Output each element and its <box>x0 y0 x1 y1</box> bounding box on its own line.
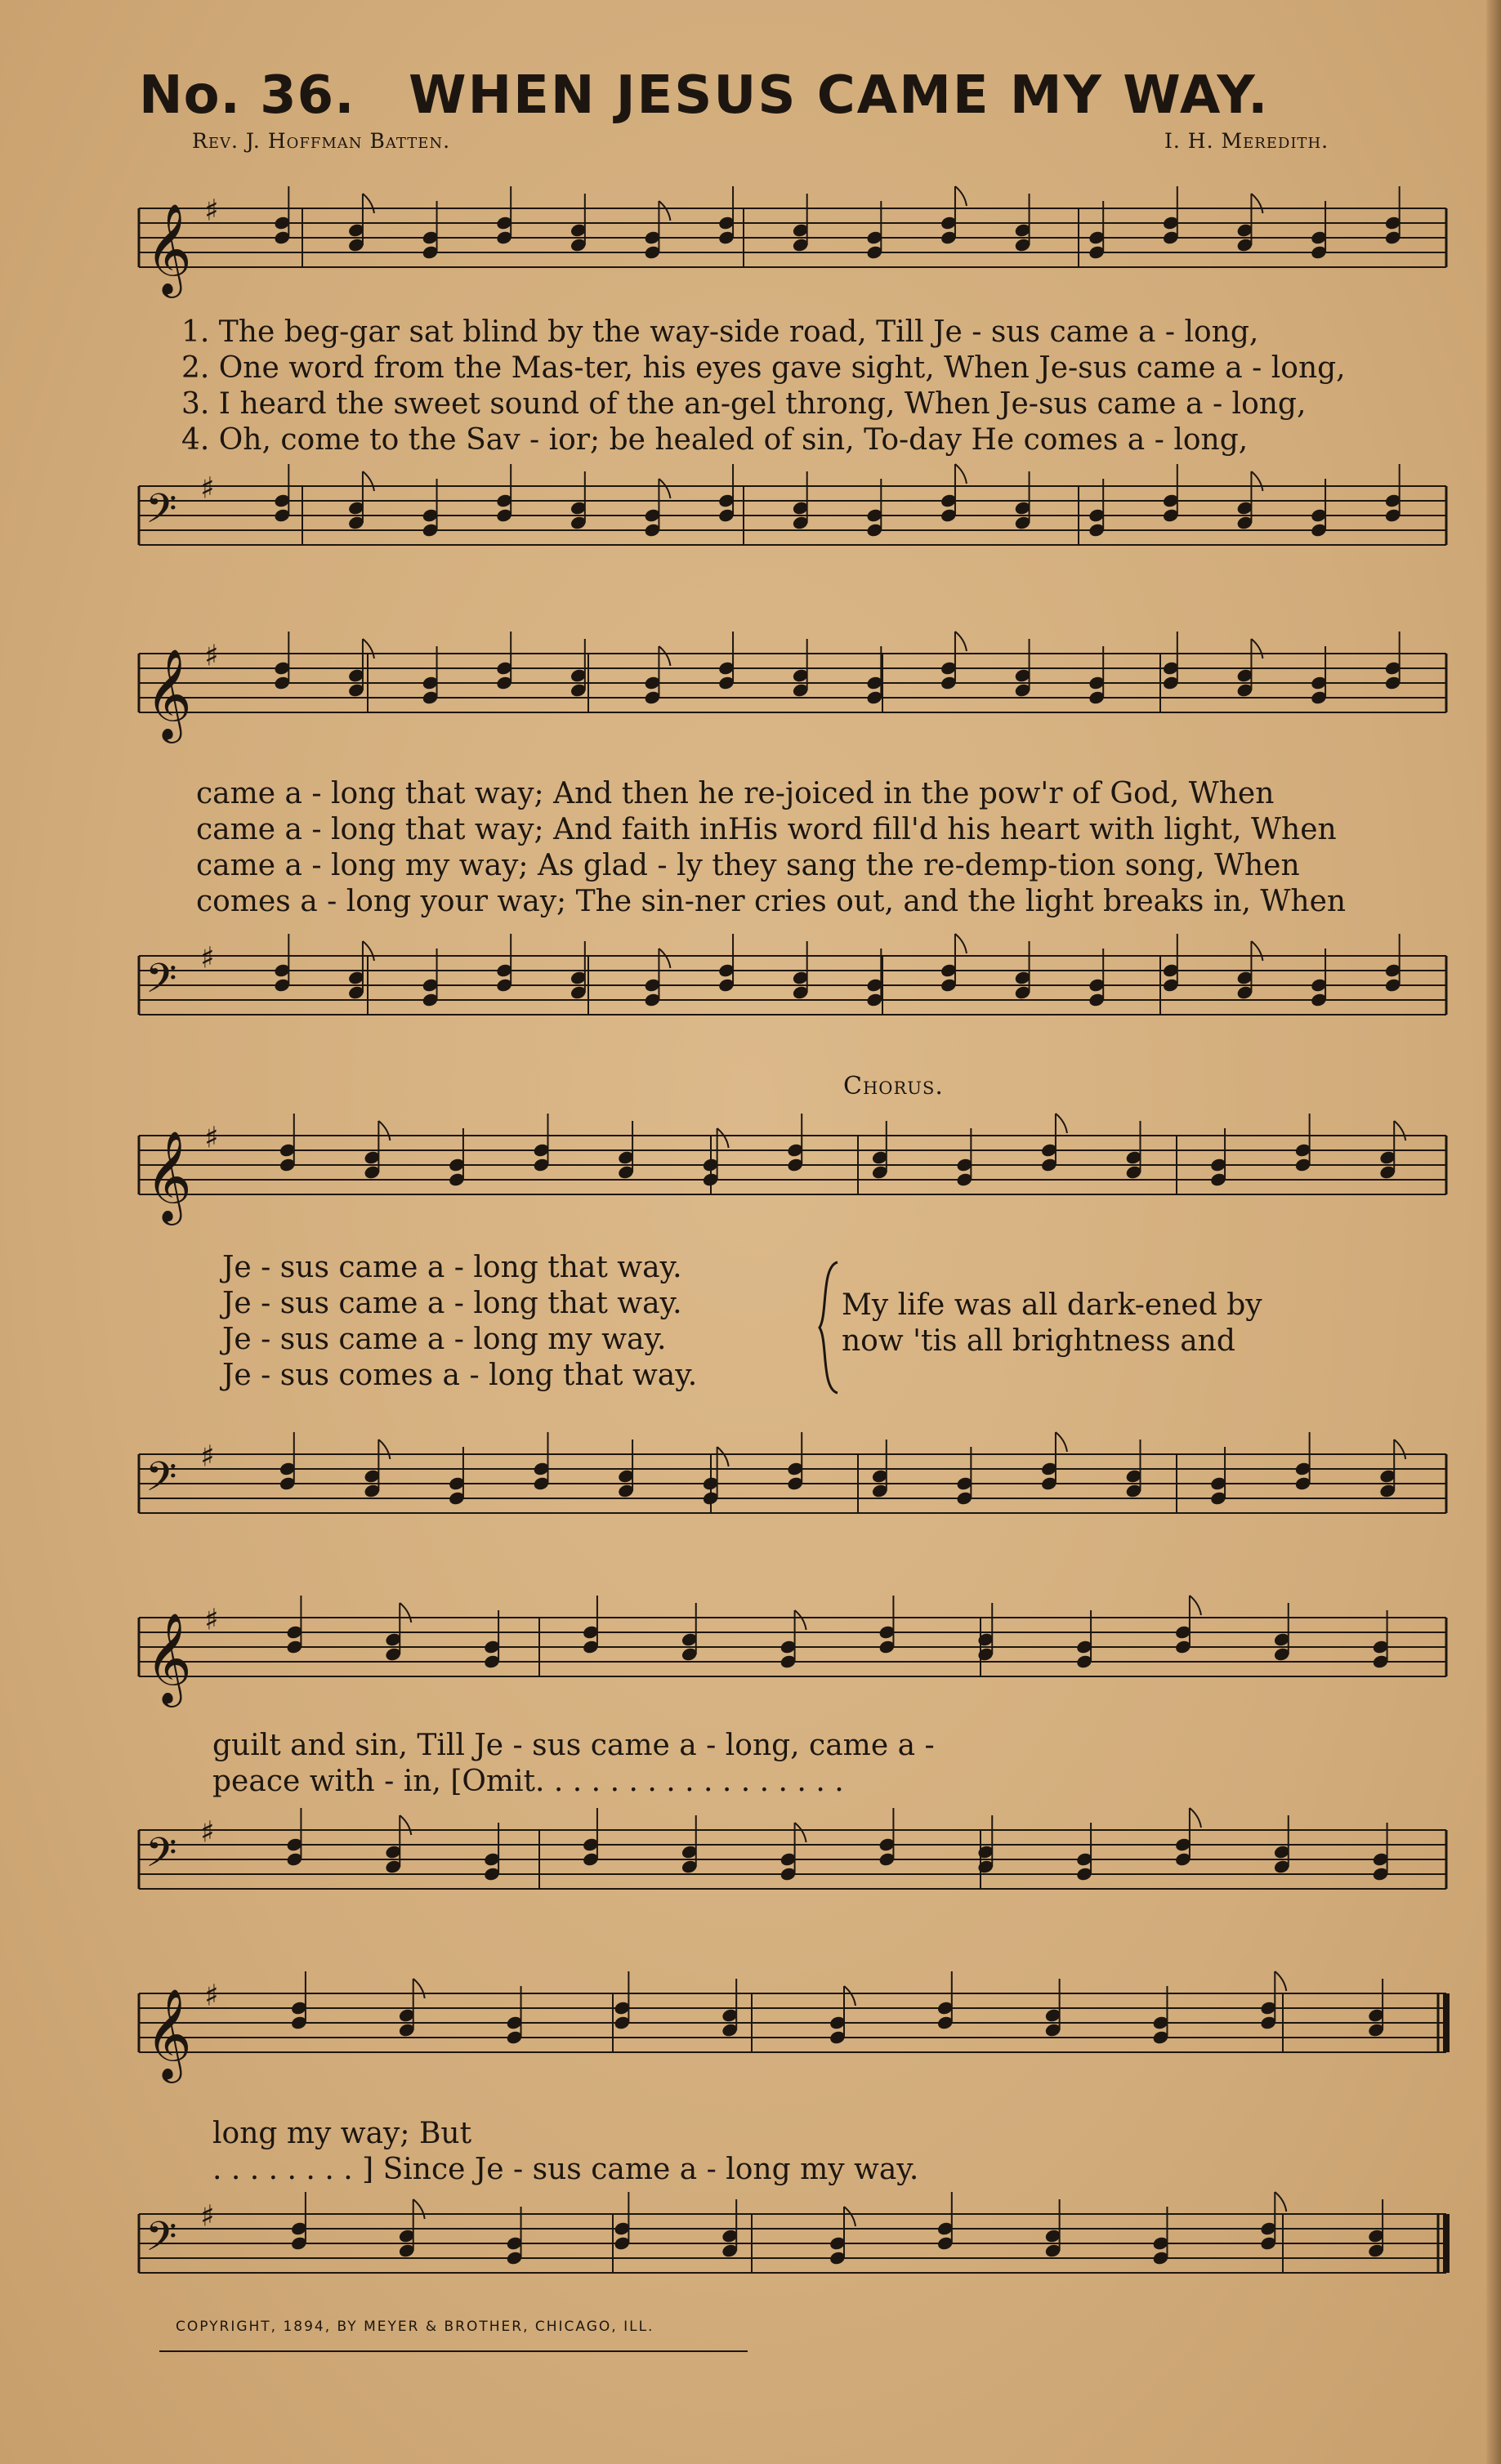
bass-staff <box>123 931 1454 1062</box>
sharp-icon: ♯ <box>204 639 219 673</box>
treble-clef-icon: 𝄞 <box>145 1988 192 2079</box>
lyric-line: 2. One word from the Mas-ter, his eyes gave sight, When Je-sus came a - long, <box>181 351 1346 385</box>
lyric-line: Je - sus comes a - long that way. <box>222 1359 698 1392</box>
lyric-line: 4. Oh, come to the Sav - ior; be healed of sin, To-day He comes a - long, <box>181 423 1249 457</box>
music-system-4 <box>123 1569 1454 1886</box>
sharp-icon: ♯ <box>200 471 215 506</box>
bass-clef-icon: 𝄢 <box>145 1829 177 1886</box>
title-row <box>139 65 1446 139</box>
bass-staff <box>123 1806 1454 1936</box>
sharp-icon: ♯ <box>200 941 215 975</box>
treble-clef-icon: 𝄞 <box>145 1130 192 1221</box>
lyric-line: Je - sus came a - long that way. <box>222 1251 682 1284</box>
verse-lyrics <box>181 315 1501 458</box>
sharp-icon: ♯ <box>200 1815 215 1850</box>
sharp-icon: ♯ <box>204 1603 219 1637</box>
verse-lyrics <box>196 776 1501 920</box>
chorus-label: Chorus. <box>843 1072 944 1100</box>
verse-lyrics <box>212 1728 1501 1800</box>
lyric-line: . . . . . . . . ] Since Je - sus came a - long my way. <box>212 2153 919 2186</box>
treble-staff <box>123 1111 1454 1234</box>
treble-clef-icon: 𝄞 <box>145 203 192 294</box>
treble-clef-icon: 𝄞 <box>145 1612 192 1703</box>
sharp-icon: ♯ <box>200 2199 215 2234</box>
lyric-line: Je - sus came a - long my way. <box>222 1323 667 1356</box>
chorus-lyrics <box>842 1288 1463 1359</box>
composer-credit: I. H. Meredith. <box>1164 129 1329 153</box>
lyric-line: comes a - long your way; The sin-ner cries out, and the light breaks in, When <box>196 885 1347 918</box>
lyric-line: Je - sus came a - long that way. <box>222 1287 682 1320</box>
bass-clef-icon: 𝄢 <box>145 1453 177 1511</box>
hymn-title: WHEN JESUS CAME MY WAY. <box>409 65 1270 126</box>
bass-clef-icon: 𝄢 <box>145 955 177 1012</box>
bass-clef-icon: 𝄢 <box>145 485 177 542</box>
lyric-line: 1. The beg-gar sat blind by the way-side road, Till Je - sus came a - long, <box>181 315 1259 349</box>
bass-clef-icon: 𝄢 <box>145 2213 177 2270</box>
hymn-number: No. 36. <box>139 65 355 126</box>
sharp-icon: ♯ <box>204 194 219 228</box>
music-system-5 <box>123 1944 1454 2304</box>
verse-lyrics <box>212 2116 1501 2188</box>
sharp-icon: ♯ <box>204 1121 219 1155</box>
sharp-icon: ♯ <box>200 1440 215 1474</box>
lyric-line: long my way; But <box>212 2117 472 2150</box>
lyric-line: My life was all dark-ened by <box>842 1288 1262 1322</box>
sharp-icon: ♯ <box>204 1979 219 2013</box>
music-system-1 <box>123 176 1454 592</box>
bass-staff <box>123 1430 1454 1560</box>
verse-brace <box>813 1258 846 1397</box>
treble-clef-icon: 𝄞 <box>145 648 192 739</box>
lyric-line: peace with - in, [Omit. . . . . . . . . . . . . . . . . <box>212 1765 844 1798</box>
lyric-line: now 'tis all brightness and <box>842 1324 1235 1358</box>
lyricist-credit: Rev. J. Hoffman Batten. <box>192 129 451 153</box>
music-system-3 <box>123 1103 1454 1528</box>
divider <box>159 2350 748 2352</box>
treble-staff <box>123 629 1454 752</box>
copyright-notice: COPYRIGHT, 1894, BY MEYER & BROTHER, CHICAGO, ILL. <box>176 2319 654 2335</box>
treble-staff <box>123 1593 1454 1716</box>
bass-staff <box>123 2189 1454 2320</box>
lyric-line: 3. I heard the sweet sound of the an-gel throng, When Je-sus came a - long, <box>181 387 1307 421</box>
lyric-line: came a - long my way; As glad - ly they sang the re-demp-tion song, When <box>196 849 1300 882</box>
bass-staff <box>123 462 1454 592</box>
lyric-line: came a - long that way; And faith inHis word fill'd his heart with light, When <box>196 813 1337 846</box>
lyric-line: came a - long that way; And then he re-joiced in the pow'r of God, When <box>196 777 1275 810</box>
lyric-line: guilt and sin, Till Je - sus came a - long, came a - <box>212 1729 935 1762</box>
treble-staff <box>123 184 1454 306</box>
treble-staff <box>123 1969 1454 2091</box>
music-system-2 <box>123 621 1454 1046</box>
